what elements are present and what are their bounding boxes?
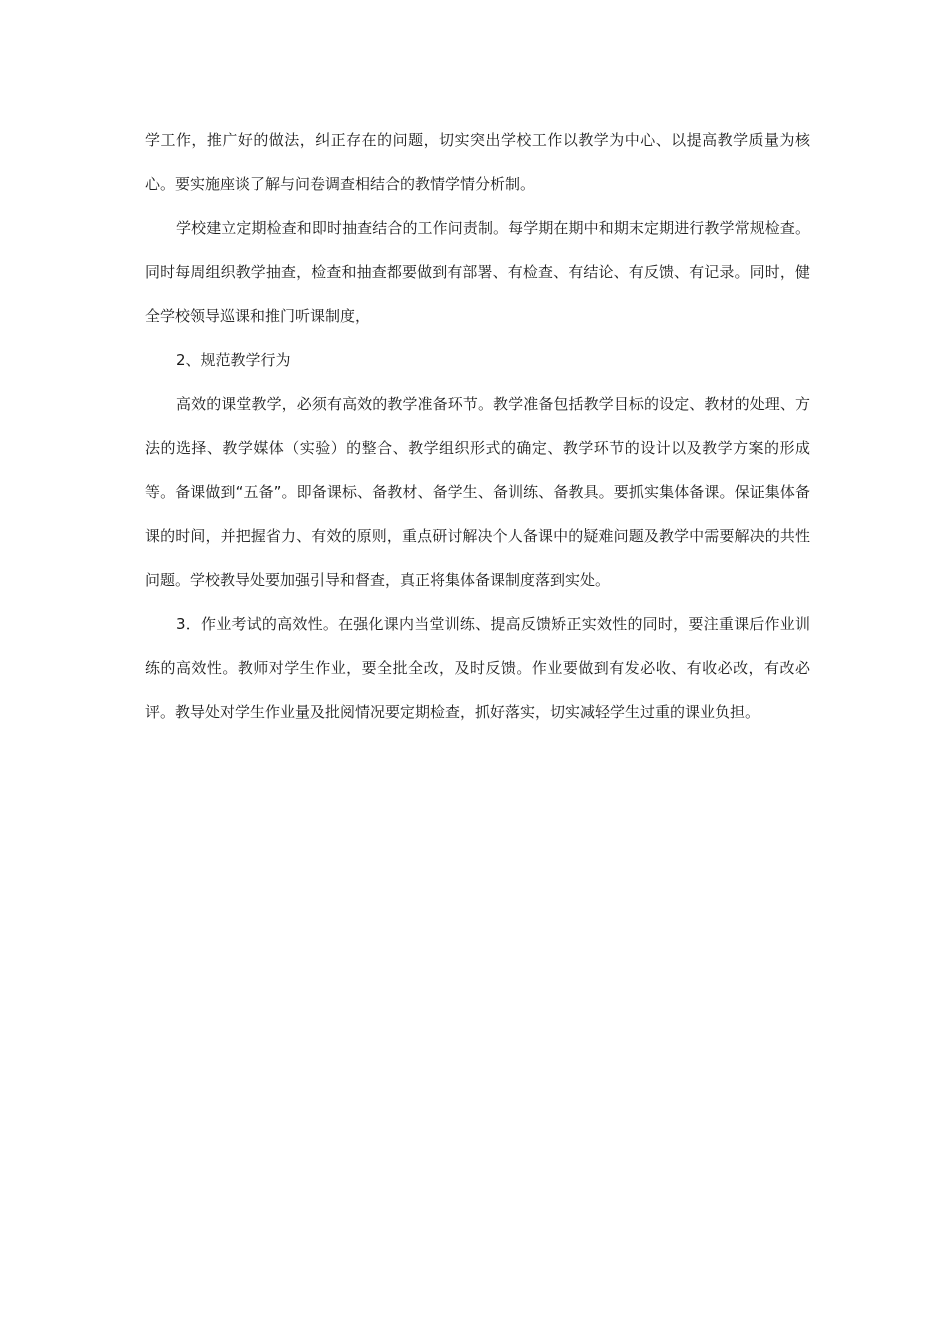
document-body [145, 118, 810, 734]
paragraph-lesson-preparation: 高效的课堂教学，必须有高效的教学准备环节。教学准备包括教学目标的设定、教材的处理、方法的选择、教学媒体（实验）的整合、教学组织形式的确定、教学环节的设计以及教学方案的形成等。备课做到“五备”。即备课标、备教材、备学生、备训练、备教具。要抓实集体备课。保证集体备课的时间，并把握省力、有效的原则，重点研讨解决个人备课中的疑难问题及教学中需要解决的共性问题。学校教导处要加强引导和督查，真正将集体备课制度落到实处。 [145, 395, 810, 589]
paragraph-homework-efficiency: 3．作业考试的高效性。在强化课内当堂训练、提高反馈矫正实效性的同时，要注重课后作业训练的高效性。教师对学生作业，要全批全改，及时反馈。作业要做到有发必收、有收必改，有改必评。教导处对学生作业量及批阅情况要定期检查，抓好落实，切实减轻学生过重的课业负担。 [145, 615, 810, 721]
paragraph-accountability-system: 学校建立定期检查和即时抽查结合的工作问责制。每学期在期中和期末定期进行教学常规检查。同时每周组织教学抽查，检查和抽查都要做到有部署、有检查、有结论、有反馈、有记录。同时，健全学校领导巡课和推门听课制度， [145, 219, 810, 325]
paragraph-continued-teaching-work: 学工作，推广好的做法，纠正存在的问题，切实突出学校工作以教学为中心、以提高教学质量为核心。要实施座谈了解与问卷调查相结合的教情学情分析制。 [145, 131, 810, 193]
section-heading-standardize-teaching: 2、规范教学行为 [176, 351, 291, 369]
